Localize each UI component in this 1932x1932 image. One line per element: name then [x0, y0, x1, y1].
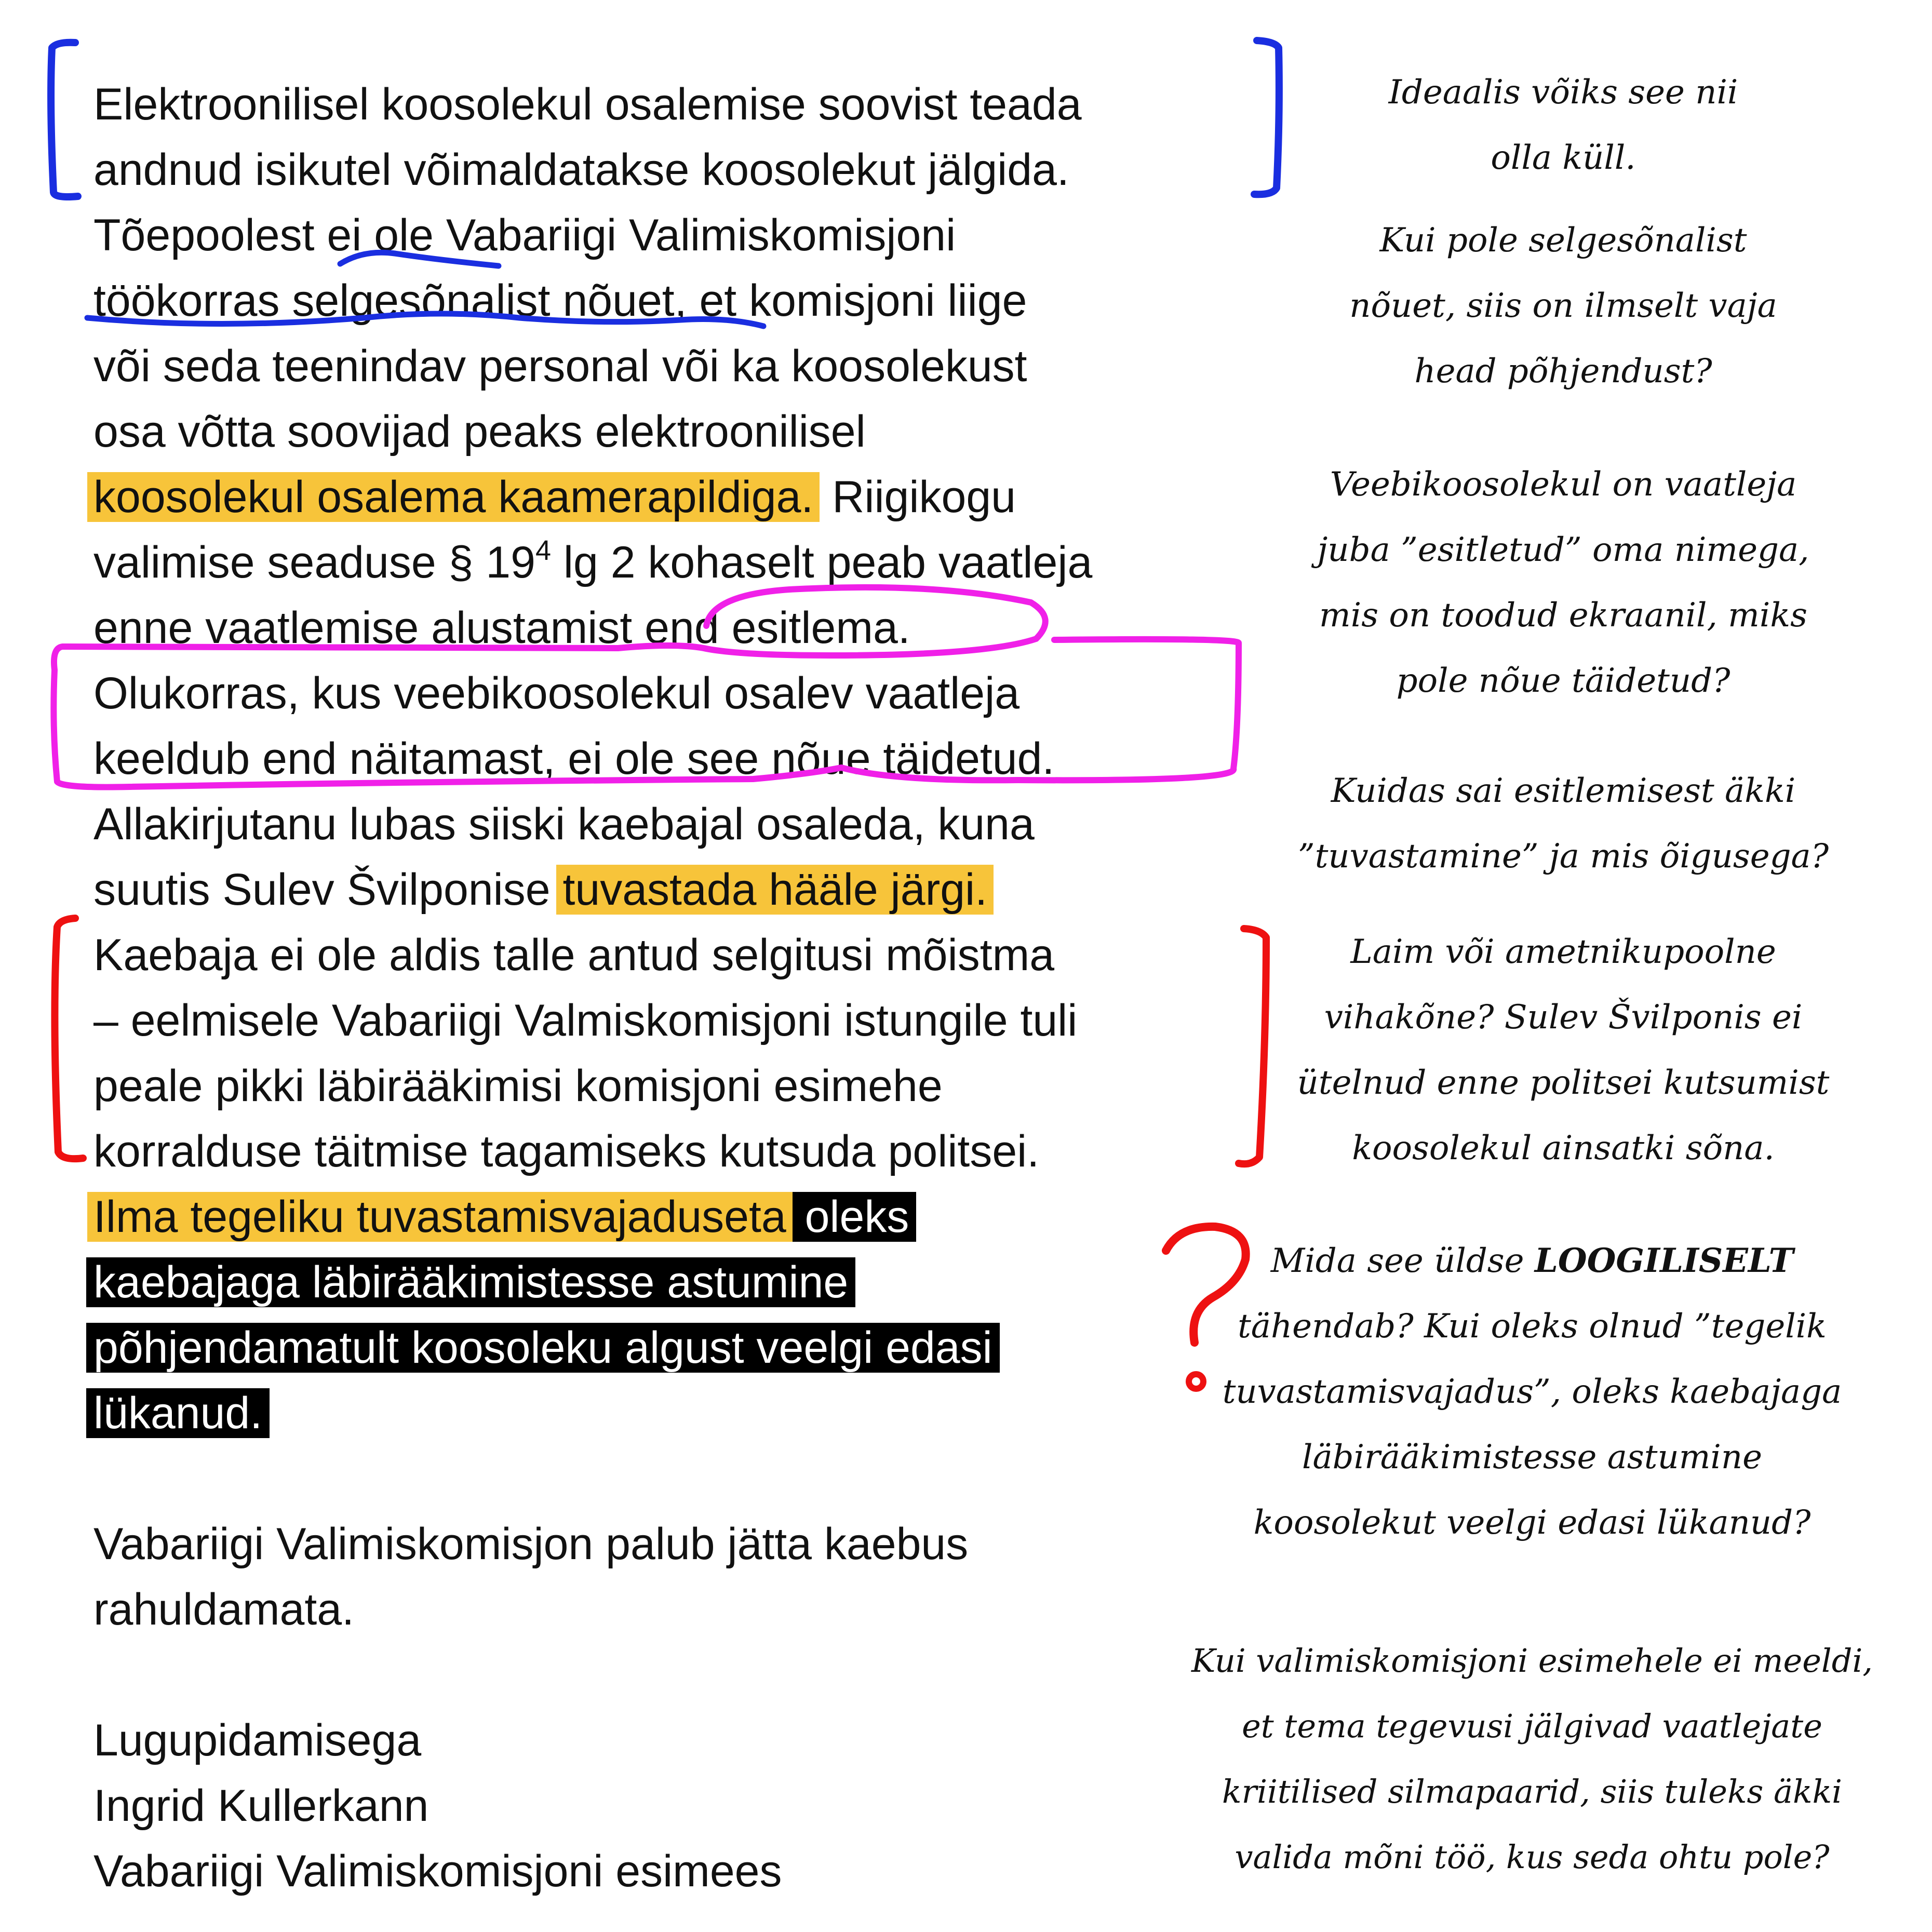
yellow-highlight: koosolekul osalema kaamerapildiga. — [87, 472, 820, 522]
body-line: peale pikki läbirääkimisi komisjoni esimehe — [93, 1061, 943, 1111]
signature-line: Lugupidamisega — [93, 1715, 422, 1765]
yellow-highlight: Ilma tegeliku tuvastamisvajaduseta — [87, 1192, 793, 1242]
note-introduced: Veebikoosolekul on vaatleja juba ”esitletud” oma nimega, mis on toodud ekraanil, miks pole nõue täidetud? — [1317, 465, 1809, 700]
body-line: – eelmisele Vabariigi Valmiskomisjoni istungile tuli — [93, 996, 1078, 1045]
body-text: suutis Sulev Švilponise — [93, 865, 551, 915]
body-line: Kaebaja ei ole aldis talle antud selgitusi mõistma — [93, 930, 1055, 980]
body-line — [93, 1380, 1257, 1446]
body-line: Vabariigi Valimiskomisjon palub jätta kaebus — [93, 1519, 969, 1569]
emphasis-text: LOOGILISELT — [1534, 1241, 1794, 1280]
black-highlight: oleks — [793, 1192, 917, 1242]
body-line: või seda teenindav personal või ka koosolekust — [93, 341, 1027, 391]
letter-body — [93, 72, 1257, 1904]
body-line: keeldub end näitamast, ei ole see nõue täidetud. — [93, 734, 1055, 784]
body-line: Olukorras, kus veebikoosolekul osalev vaatleja — [93, 668, 1020, 718]
black-highlight: kaebajaga läbirääkimistesse astumine — [86, 1257, 855, 1307]
body-text: Riigikogu — [820, 472, 1016, 522]
body-line — [93, 464, 1257, 530]
signature-line: Vabariigi Valimiskomisjoni esimees — [93, 1846, 782, 1896]
body-line: Elektroonilisel koosolekul osalemise soovist teada — [93, 79, 1082, 129]
signature-line: Ingrid Kullerkann — [93, 1781, 429, 1831]
body-text: valimise seaduse § 19 — [93, 538, 535, 587]
body-line: enne vaatlemise alustamist end esitlema. — [93, 603, 910, 653]
superscript: 4 — [535, 535, 551, 566]
body-line — [93, 1250, 1257, 1315]
body-line: andnud isikutel võimaldatakse koosolekut jälgida. — [93, 145, 1069, 195]
body-line: töökorras selgesõnalist nõuet, et komisjoni liige — [93, 276, 1027, 326]
black-highlight: lükanud. — [86, 1388, 270, 1438]
red-bracket-left — [55, 918, 83, 1159]
body-line — [93, 1184, 1257, 1250]
yellow-highlight: tuvastada hääle järgi. — [556, 865, 994, 915]
note-defamation: Laim või ametnikupoolne vihakõne? Sulev Švilponis ei ütelnud enne politsei kutsumist koosolekul ainsatki sõna. — [1297, 933, 1830, 1168]
blue-bracket-left — [51, 43, 78, 197]
body-line — [93, 1315, 1257, 1380]
body-text: lg 2 kohaselt peab vaatleja — [551, 538, 1093, 587]
body-line: osa võtta soovijad peaks elektroonilisel — [93, 407, 866, 457]
note-identification: Kuidas sai esitlemisest äkki ”tuvastamine” ja mis õigusega? — [1297, 772, 1829, 876]
body-line — [93, 857, 1257, 922]
note-logic: Mida see üldse LOOGILISELT tähendab? Kui oleks olnud ”tegelik tuvastamisvajadus”, oleks kaebajaga läbirääkimistesse astumine koosolekut veelgi edasi lükanud? — [1222, 1241, 1842, 1542]
body-line: korralduse täitmise tagamiseks kutsuda politsei. — [93, 1126, 1040, 1176]
body-line — [93, 530, 1257, 595]
note-requirement: Kui pole selgesõnalist nõuet, siis on ilmselt vaja head põhjendust? — [1349, 221, 1777, 391]
black-highlight: põhjendamatult koosoleku algust veelgi edasi — [86, 1323, 1000, 1373]
note-criticism: Kui valimiskomisjoni esimehele ei meeldi, et tema tegevusi jälgivad vaatlejate kriitilised silmapaarid, siis tuleks äkki valida mõni töö, kus seda ohtu pole? — [1191, 1642, 1873, 1876]
body-line: Allakirjutanu lubas siiski kaebajal osaleda, kuna — [93, 799, 1035, 849]
body-line: rahuldamata. — [93, 1585, 354, 1634]
note-ideal: Ideaalis võiks see nii olla küll. — [1388, 73, 1738, 177]
body-line: Tõepoolest ei ole Vabariigi Valimiskomisjoni — [93, 210, 956, 260]
